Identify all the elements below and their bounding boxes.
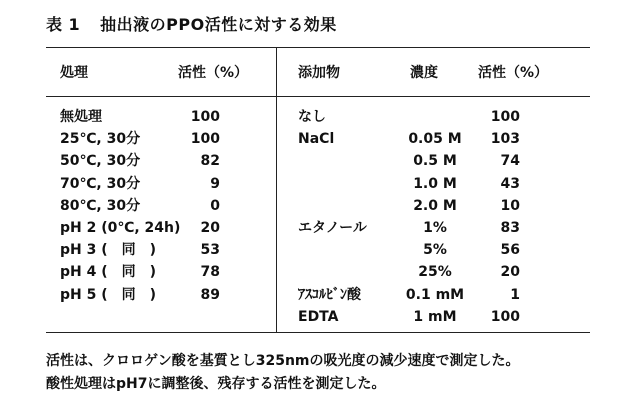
left-treatment-cell: pH 5 ( 同 ) <box>60 287 157 303</box>
caption-number: 1 <box>68 15 81 34</box>
footnote-2: 酸性処理はpH7に調整後、残存する活性を測定した。 <box>46 376 386 392</box>
left-treatment-cell: pH 2 (0℃, 24h) <box>60 220 181 236</box>
left-treatment-cell: 25℃, 30分 <box>60 131 141 147</box>
right-activity-cell: 100 <box>490 309 520 325</box>
left-treatment-cell: 80℃, 30分 <box>60 198 141 214</box>
right-activity-cell: 103 <box>490 131 520 147</box>
table-caption <box>46 12 337 35</box>
right-concentration-cell: 1 mM <box>413 309 457 325</box>
right-concentration-cell: 1% <box>423 220 447 236</box>
top-rule <box>46 47 590 48</box>
left-treatment-cell: 70℃, 30分 <box>60 176 141 192</box>
right-concentration-cell: 0.1 mM <box>405 287 465 303</box>
right-concentration-cell: 0.5 M <box>413 153 457 169</box>
right-activity-cell: 10 <box>500 198 520 214</box>
right-activity-cell: 83 <box>500 220 520 236</box>
header-activity-right: 活性（%） <box>478 65 549 81</box>
caption-text: 抽出液のPPO活性に対する効果 <box>100 15 337 34</box>
footnote-1: 活性は、クロロゲン酸を基質とし325nmの吸光度の減少速度で測定した。 <box>46 353 520 369</box>
left-activity-cell: 100 <box>190 131 220 147</box>
left-activity-cell: 82 <box>200 153 220 169</box>
left-treatment-cell: 50℃, 30分 <box>60 153 141 169</box>
right-activity-cell: 100 <box>490 109 520 125</box>
header-activity-left: 活性（%） <box>178 65 249 81</box>
caption-label: 表 <box>46 15 63 34</box>
right-additive-cell: なし <box>298 109 326 125</box>
left-activity-cell: 53 <box>200 242 220 258</box>
header-rule <box>46 96 590 97</box>
right-additive-cell: ｱｽｺﾙﾋﾞﾝ酸 <box>298 287 361 303</box>
left-treatment-cell: 無処理 <box>60 109 102 125</box>
right-additive-cell: NaCl <box>298 131 335 147</box>
right-concentration-cell: 0.05 M <box>408 131 462 147</box>
right-activity-cell: 43 <box>500 176 520 192</box>
right-activity-cell: 74 <box>500 153 520 169</box>
right-activity-cell: 56 <box>500 242 520 258</box>
header-treatment: 処理 <box>60 65 88 81</box>
left-activity-cell: 100 <box>190 109 220 125</box>
column-divider <box>276 47 277 333</box>
right-additive-cell: エタノール <box>298 220 367 236</box>
left-activity-cell: 20 <box>200 220 220 236</box>
right-activity-cell: 20 <box>500 264 520 280</box>
right-additive-cell: EDTA <box>298 309 339 325</box>
left-activity-cell: 0 <box>210 198 220 214</box>
left-treatment-cell: pH 4 ( 同 ) <box>60 264 157 280</box>
right-concentration-cell: 25% <box>418 264 452 280</box>
right-concentration-cell: 2.0 M <box>413 198 457 214</box>
bottom-rule <box>46 332 590 333</box>
left-treatment-cell: pH 3 ( 同 ) <box>60 242 157 258</box>
header-additive: 添加物 <box>298 65 340 81</box>
right-concentration-cell: 5% <box>423 242 447 258</box>
left-activity-cell: 89 <box>200 287 220 303</box>
right-activity-cell: 1 <box>510 287 520 303</box>
header-concentration: 濃度 <box>410 65 438 81</box>
left-activity-cell: 9 <box>210 176 220 192</box>
right-concentration-cell: 1.0 M <box>413 176 457 192</box>
left-activity-cell: 78 <box>200 264 220 280</box>
